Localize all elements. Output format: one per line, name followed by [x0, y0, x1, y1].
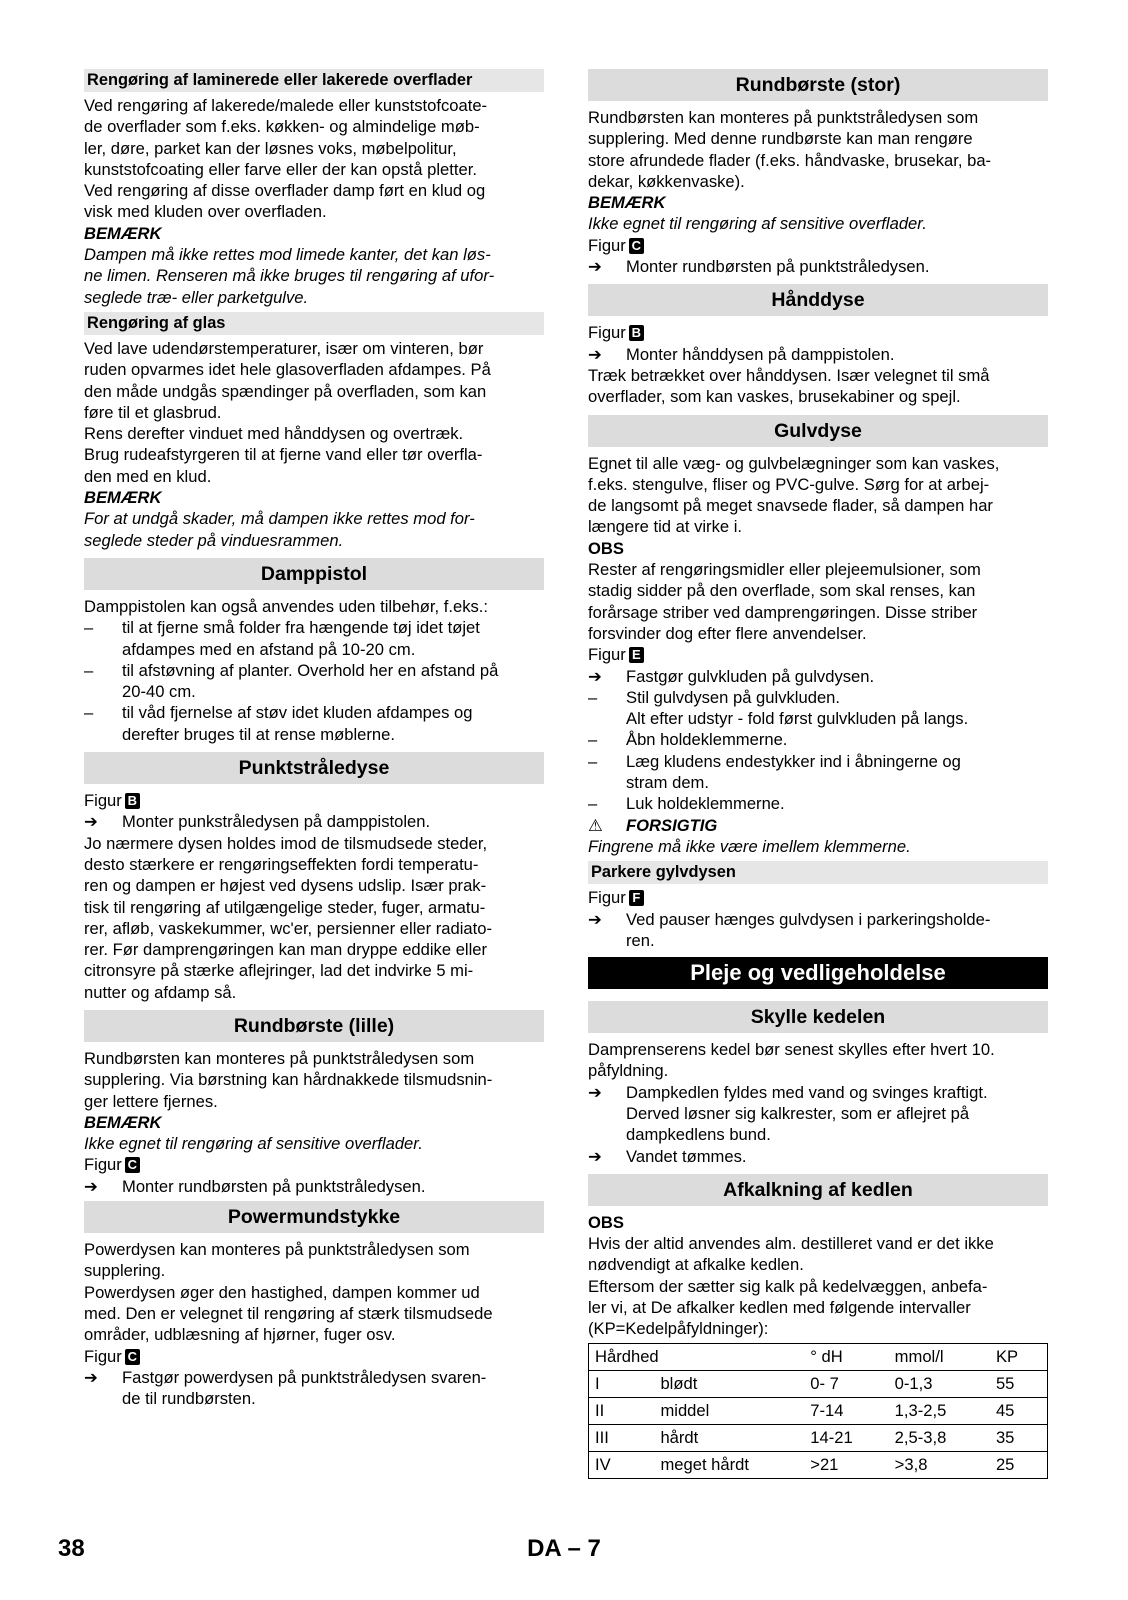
- header-cell: ° dH: [804, 1343, 888, 1370]
- glas-note-text: [84, 508, 544, 551]
- arrow-icon: ➔: [588, 666, 602, 686]
- text-line: Jo nærmere dysen holdes imod de tilsmudsede steder,: [84, 833, 488, 853]
- text-line: Powerdysen kan monteres på punktstråledysen som: [84, 1240, 470, 1260]
- gulv-steps: [588, 666, 1048, 815]
- text-line: de overflader som f.eks. køkken- og almindelige møb-: [84, 117, 480, 137]
- damppistol-intro: Damppistolen kan også anvendes uden tilbehør, f.eks.:: [84, 596, 489, 616]
- text-line: områder, udblæsning af hjørner, fuger osv.: [84, 1325, 396, 1345]
- gulv-obs-label: OBS: [588, 538, 624, 558]
- text-line: Rester af rengøringsmidler eller plejeemulsioner, som: [588, 560, 981, 580]
- text-line: supplering. Med denne rundbørste kan man rengøre: [588, 129, 973, 149]
- table-row: [589, 1451, 1048, 1478]
- table-body: [589, 1370, 1048, 1478]
- list-item: [84, 617, 544, 660]
- page-number: 38: [58, 1535, 85, 1562]
- text-line: påfyldning.: [588, 1061, 669, 1081]
- afkalk-text: [588, 1233, 1048, 1339]
- text-line: forårsage striber ved damprengøringen. Disse striber: [588, 602, 978, 622]
- text-line: ruden opvarmes idet hele glasoverfladen afdampes. På: [84, 360, 491, 380]
- text-line: længere tid at virke i.: [588, 517, 743, 537]
- rundlille-note-text: [84, 1133, 544, 1154]
- laminat-note-text: [84, 244, 544, 308]
- heading-rundstor: Rundbørste (stor): [588, 69, 1048, 101]
- text-line: nødvendigt at afkalke kedlen.: [588, 1255, 804, 1275]
- list-item-line: Læg kludens endestykker ind i åbningerne og: [626, 751, 961, 771]
- list-item-line: 20-40 cm.: [122, 682, 196, 702]
- hardness-table: [588, 1343, 1048, 1479]
- dash-bullet: –: [84, 618, 94, 638]
- table-cell: hårdt: [654, 1424, 804, 1451]
- step-item: [84, 1367, 544, 1410]
- text-line: den med en klud.: [84, 466, 212, 486]
- text-line: ler, døre, parket kan der løsnes voks, møbelpolitur,: [84, 138, 457, 158]
- table-cell: 45: [990, 1397, 1048, 1424]
- table-cell: 14-21: [804, 1424, 888, 1451]
- text-line: desto stærkere er rengøringseffekten fordi temperatu-: [84, 854, 479, 874]
- haand-text: [588, 365, 1048, 408]
- text-line: med. Den er velegnet til rengøring af stærk tilsmudsede: [84, 1303, 493, 1323]
- text-line: Ikke egnet til rengøring af sensitive overflader.: [588, 214, 927, 234]
- text-line: Brug rudeafstyrgeren til at fjerne vand eller tør overfla-: [84, 445, 483, 465]
- text-line: tisk til rengøring af utilgængelige steder, fuger, armatu-: [84, 897, 486, 917]
- power-step: [84, 1367, 544, 1410]
- table-cell: 2,5-3,8: [889, 1424, 990, 1451]
- list-item-line: Alt efter udstyr - fold først gulvkluden på langs.: [626, 709, 969, 729]
- text-line: Træk betrækket over hånddysen. Især velegnet til små: [588, 365, 990, 385]
- text-line: f.eks. stengulve, fliser og PVC-gulve. Sørg for at arbej-: [588, 474, 990, 494]
- list-item-line: Fastgør powerdysen på punktstråledysen svaren-: [122, 1367, 487, 1387]
- rundlille-note-label: BEMÆRK: [84, 1112, 162, 1132]
- text-line: de langsomt på meget snavsede flader, så dampen har: [588, 496, 993, 516]
- table-row: [589, 1424, 1048, 1451]
- list-item-line: Monter hånddysen på damppistolen.: [626, 344, 895, 364]
- text-line: visk med kluden over overfladen.: [84, 202, 327, 222]
- gulv-warning: ⚠ FORSIGTIG: [588, 815, 718, 835]
- text-line: supplering.: [84, 1261, 166, 1281]
- rundstor-text: [588, 107, 1048, 192]
- heading-haand: Hånddyse: [588, 284, 1048, 316]
- figure-c-icon: C: [125, 1349, 140, 1365]
- punkt-text: [84, 833, 544, 1003]
- heading-laminat: Rengøring af laminerede eller lakerede overflader: [84, 69, 544, 92]
- list-item-line: Monter rundbørsten på punktstråledysen.: [122, 1176, 426, 1196]
- table-cell: 0- 7: [804, 1370, 888, 1397]
- list-item-line: Monter rundbørsten på punktstråledysen.: [626, 257, 930, 277]
- text-line: ren og dampen er højest ved dysens udslip. Især prak-: [84, 876, 487, 896]
- text-line: overflader, som kan vaskes, brusekabiner og spejl.: [588, 387, 961, 407]
- arrow-icon: ➔: [588, 344, 602, 364]
- list-item-line: Fastgør gulvkluden på gulvdysen.: [626, 666, 875, 686]
- text-line: ler vi, at De afkalker kedlen med følgende intervaller: [588, 1298, 971, 1318]
- text-line: supplering. Via børstning kan hårdnakkede tilsmudsnin-: [84, 1070, 493, 1090]
- table-cell: 35: [990, 1424, 1048, 1451]
- text-line: Ved rengøring af lakerede/malede eller kunststofcoate-: [84, 96, 488, 115]
- section-label: DA – 7: [527, 1535, 601, 1562]
- right-column: [588, 69, 1048, 1479]
- skylle-text: [588, 1039, 1048, 1082]
- power-figure-ref: Figur C: [84, 1346, 544, 1367]
- list-item-line: Luk holdeklemmerne.: [626, 794, 785, 814]
- rundstor-step: [588, 256, 1048, 277]
- chapter-title: Pleje og vedligeholdelse: [588, 957, 1048, 989]
- rundlille-text: [84, 1048, 544, 1112]
- figure-b-icon: B: [629, 325, 644, 341]
- table-cell: meget hårdt: [654, 1451, 804, 1478]
- heading-punkt: Punktstråledyse: [84, 752, 544, 784]
- list-item: [588, 729, 1048, 750]
- text-line: stadig sidder på den overflade, som skal renses, kan: [588, 581, 976, 601]
- figure-c-icon: C: [629, 238, 644, 254]
- heading-skylle: Skylle kedelen: [588, 1001, 1048, 1033]
- text-line: seglede steder på vinduesrammen.: [84, 530, 344, 550]
- glas-note-label: BEMÆRK: [84, 488, 162, 508]
- table-cell: middel: [654, 1397, 804, 1424]
- heading-glas: Rengøring af glas: [84, 312, 544, 335]
- list-item-line: Stil gulvdysen på gulvkluden.: [626, 687, 841, 707]
- rundstor-note-text: [588, 213, 1048, 234]
- text-line: Rundbørsten kan monteres på punktstråledysen som: [588, 108, 979, 127]
- parkere-figure-ref: Figur F: [588, 887, 1048, 908]
- list-item-line: Monter punkstråledysen på damppistolen.: [122, 812, 431, 832]
- arrow-icon: ➔: [84, 812, 98, 832]
- step-item: [588, 344, 1048, 365]
- list-item-line: afdampes med en afstand på 10-20 cm.: [122, 639, 416, 659]
- afkalk-obs-label: OBS: [588, 1212, 624, 1232]
- heading-gulv: Gulvdyse: [588, 415, 1048, 447]
- rundstor-figure-ref: Figur C: [588, 235, 1048, 256]
- step-item: [588, 1082, 1048, 1146]
- step-item: [588, 909, 1048, 952]
- table-cell: blødt: [654, 1370, 804, 1397]
- rundlille-figure-ref: Figur C: [84, 1154, 544, 1175]
- text-line: Ved lave udendørstemperaturer, især om vinteren, bør: [84, 338, 484, 358]
- text-line: Dampen må ikke rettes mod limede kanter, det kan løs-: [84, 245, 491, 265]
- header-cell: Hårdhed: [589, 1343, 805, 1370]
- haand-step: [588, 344, 1048, 365]
- text-line: ne limen. Renseren må ikke bruges til rengøring af ufor-: [84, 266, 495, 286]
- table-cell: III: [589, 1424, 655, 1451]
- text-line: rer, afløb, vaskekummer, wc'er, persienner eller radiato-: [84, 918, 493, 938]
- table-cell: II: [589, 1397, 655, 1424]
- list-item-line: til våd fjernelse af støv idet kluden afdampes og: [122, 703, 473, 723]
- table-cell: 7-14: [804, 1397, 888, 1424]
- text-line: Egnet til alle væg- og gulvbelægninger som kan vaskes,: [588, 453, 1000, 473]
- arrow-icon: ➔: [84, 1367, 98, 1387]
- arrow-icon: ➔: [588, 1082, 602, 1102]
- arrow-icon: ➔: [588, 1146, 602, 1166]
- list-item-line: stram dem.: [626, 773, 709, 793]
- heading-damppistol: Damppistol: [84, 558, 544, 590]
- list-item-line: Ved pauser hænges gulvdysen i parkeringsholde-: [626, 909, 991, 929]
- text-line: dekar, køkkenvaske).: [588, 171, 745, 191]
- step-item: [84, 1176, 544, 1197]
- table-header-row: [589, 1343, 1048, 1370]
- gulv-figure-ref: Figur E: [588, 644, 1048, 665]
- warning-icon: ⚠: [588, 815, 603, 835]
- text-line: Damprenserens kedel bør senest skylles efter hvert 10.: [588, 1040, 995, 1060]
- text-line: den måde undgås spændinger på overfladen, som kan: [84, 381, 487, 401]
- table-cell: I: [589, 1370, 655, 1397]
- glas-text: [84, 338, 544, 487]
- figure-b-icon: B: [125, 793, 140, 809]
- arrow-icon: ➔: [588, 909, 602, 929]
- text-line: store afrundede flader (f.eks. håndvaske, brusekar, ba-: [588, 150, 992, 170]
- skylle-steps: [588, 1082, 1048, 1167]
- list-item-line: til at fjerne små folder fra hængende tøj idet tøjet: [122, 618, 480, 638]
- header-cell: mmol/l: [889, 1343, 990, 1370]
- list-item-line: Åbn holdeklemmerne.: [626, 730, 788, 750]
- header-cell: KP: [990, 1343, 1048, 1370]
- damppistol-list: [84, 617, 544, 745]
- rundstor-note-label: BEMÆRK: [588, 193, 666, 213]
- dash-bullet: –: [588, 730, 598, 750]
- parkere-step: [588, 909, 1048, 952]
- text-line: nutter og afdamp så.: [84, 982, 237, 1002]
- gulv-warning-text: Fingrene må ikke være imellem klemmerne.: [588, 836, 911, 856]
- table-cell: >21: [804, 1451, 888, 1478]
- text-line: Eftersom der sætter sig kalk på kedelvæggen, anbefa-: [588, 1276, 988, 1296]
- text-line: kunststofcoating eller farve eller der kan opstå pletter.: [84, 159, 477, 179]
- table-cell: 0-1,3: [889, 1370, 990, 1397]
- table-cell: 25: [990, 1451, 1048, 1478]
- text-line: føre til et glasbrud.: [84, 402, 222, 422]
- text-line: Powerdysen øger den hastighed, dampen kommer ud: [84, 1282, 480, 1302]
- table-cell: 55: [990, 1370, 1048, 1397]
- step-item: [588, 666, 1048, 687]
- text-line: For at undgå skader, må dampen ikke rettes mod for-: [84, 509, 475, 529]
- list-item-line: Dampkedlen fyldes med vand og svinges kraftigt.: [626, 1082, 988, 1102]
- text-line: rer. Før damprengøringen kan man dryppe eddike eller: [84, 940, 488, 960]
- dash-bullet: –: [84, 660, 94, 680]
- figure-e-icon: E: [629, 647, 644, 663]
- text-line: Rens derefter vinduet med hånddysen og overtræk.: [84, 424, 464, 444]
- punkt-figure-ref: Figur B: [84, 790, 544, 811]
- list-item-line: ren.: [626, 930, 655, 950]
- heading-rundlille: Rundbørste (lille): [84, 1010, 544, 1042]
- text-line: citronsyre på stærke aflejringer, lad det indvirke 5 mi-: [84, 961, 474, 981]
- power-text: [84, 1239, 544, 1345]
- list-item-line: Derved løsner sig kalkrester, som er aflejret på: [626, 1103, 970, 1123]
- figure-c-icon: C: [125, 1157, 140, 1173]
- dash-bullet: –: [84, 703, 94, 723]
- list-item-line: til afstøvning af planter. Overhold her en afstand på: [122, 660, 499, 680]
- punkt-step: [84, 811, 544, 832]
- table-row: [589, 1397, 1048, 1424]
- gulv-text: [588, 453, 1048, 538]
- list-item-line: Vandet tømmes.: [626, 1146, 747, 1166]
- text-line: Hvis der altid anvendes alm. destilleret vand er det ikke: [588, 1234, 994, 1254]
- list-item-line: de til rundbørsten.: [122, 1389, 256, 1409]
- text-line: forsvinder dog efter flere anvendelser.: [588, 623, 867, 643]
- table-row: [589, 1370, 1048, 1397]
- list-item: [84, 660, 544, 703]
- dash-bullet: –: [588, 687, 598, 707]
- heading-afkalk: Afkalkning af kedlen: [588, 1174, 1048, 1206]
- list-item-line: dampkedlens bund.: [626, 1125, 771, 1145]
- haand-figure-ref: Figur B: [588, 322, 1048, 343]
- rundlille-step: [84, 1176, 544, 1197]
- dash-bullet: –: [588, 751, 598, 771]
- text-line: (KP=Kedelpåfyldninger):: [588, 1319, 769, 1339]
- list-item: [588, 751, 1048, 794]
- step-item: [588, 1146, 1048, 1167]
- laminat-note-label: BEMÆRK: [84, 223, 162, 243]
- step-item: [84, 811, 544, 832]
- table-cell: 1,3-2,5: [889, 1397, 990, 1424]
- list-item: [588, 687, 1048, 730]
- text-line: ger lettere fjernes.: [84, 1091, 218, 1111]
- heading-power: Powermundstykke: [84, 1201, 544, 1233]
- step-item: [588, 256, 1048, 277]
- text-line: Ved rengøring af disse overflader damp ført en klud og: [84, 181, 486, 201]
- dash-bullet: –: [588, 794, 598, 814]
- heading-parkere: Parkere gylvdysen: [588, 861, 1048, 884]
- list-item: [588, 793, 1048, 814]
- arrow-icon: ➔: [588, 257, 602, 277]
- table-cell: IV: [589, 1451, 655, 1478]
- list-item-line: derefter bruges til at rense møblerne.: [122, 724, 396, 744]
- gulv-obs-text: [588, 559, 1048, 644]
- text-line: Ikke egnet til rengøring af sensitive overflader.: [84, 1134, 423, 1154]
- arrow-icon: ➔: [84, 1176, 98, 1196]
- list-item: [84, 702, 544, 745]
- left-column: [84, 69, 544, 1409]
- text-line: Rundbørsten kan monteres på punktstråledysen som: [84, 1048, 475, 1068]
- laminat-text: [84, 95, 544, 223]
- text-line: seglede træ- eller parketgulve.: [84, 287, 309, 307]
- table-cell: >3,8: [889, 1451, 990, 1478]
- figure-f-icon: F: [629, 890, 644, 906]
